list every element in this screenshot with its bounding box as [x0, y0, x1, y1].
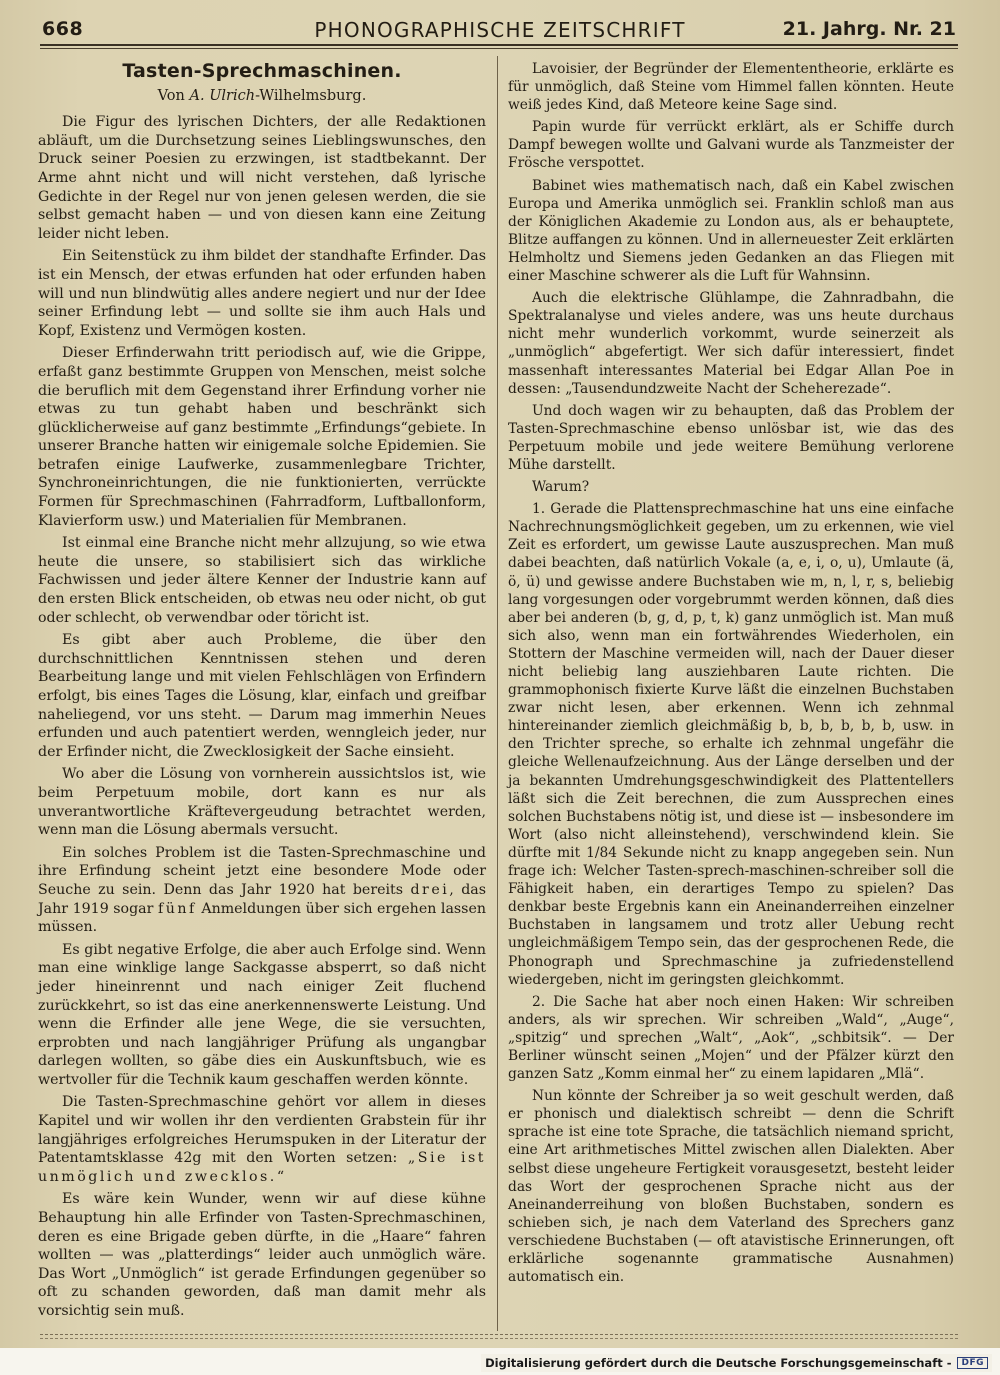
- emphasis-fuenf: fünf: [157, 900, 197, 917]
- author-place: -Wilhelmsburg.: [255, 87, 367, 104]
- byline-prefix: Von: [157, 87, 185, 104]
- issue-number: 21. Jahrg. Nr. 21: [782, 18, 956, 40]
- paragraph: Papin wurde für verrückt erklärt, als er Schiffe durch Dampf bewegen wollte und Galvani wurde als Tanzmeister der Frösche verspottet.: [508, 119, 954, 172]
- paragraph: Wo aber die Lösung von vornherein aussichtslos ist, wie beim Perpetuum mobile, dort kann es nur als unverantwortliche Kräftevergeudung betrachtet werden, wenn man die Lösung abermals versucht.: [38, 766, 486, 839]
- author-name: Ulrich: [209, 87, 256, 104]
- article-title: Tasten-Sprechmaschinen.: [122, 60, 402, 82]
- paragraph: Und doch wagen wir zu behaupten, daß das Problem der Tasten-Sprechmaschine ebenso unlösbar ist, wie das des Perpetuum mobile und jede weitere Bemühung verlorene Mühe darstellt.: [508, 402, 954, 473]
- paragraph: Die Figur des lyrischen Dichters, der alle Redaktionen abläuft, um die Durchsetzung seines Lieblingswunsches, den Druck seiner Poesien zu erzwingen, ist stadtbekannt. Der Arme ahnt nicht und will nicht verstehen, daß lyrische Gedichte in der Regel nur von jenen gelesen werden, die sie selbst gemacht haben — und von diesen kann eine Zeitung leider nicht leben.: [38, 114, 486, 242]
- footer-rule-thin: [40, 1338, 958, 1339]
- paragraph: 2. Die Sache hat aber noch einen Haken: Wir schreiben anders, als wir sprechen. Wir schreiben „Wald“, „Auge“, „spitzig“ und sprechen „Walt“, „Aok“, „schbitsik“. — Der Berliner wünscht seinen „Mojen“ und der Pfälzer kürzt den ganzen Satz „Komm einmal her“ zu einem lapidaren „Mlä“.: [508, 993, 954, 1083]
- left-column: [38, 60, 486, 1325]
- emphasis-drei: drei: [410, 881, 450, 898]
- dfg-logo: DFG: [957, 1357, 988, 1369]
- text-run: Die Tasten-Sprechmaschine gehört vor allem in dieses Kapitel und wir wollen ihr den verdienten Grabstein für ihr langjähriges erfolgreiches Herumspuken in der Literatur der Patentamtsklasse 42g mit den Worten setzen:: [38, 1094, 486, 1167]
- paragraph: Es gibt aber auch Probleme, die über den durchschnittlichen Kenntnissen stehen und deren Bearbeitung lange und mit vielen Fehlschlägen von Erfindern erfolgt, bis eines Tages die Lösung, klar, einfach und greifbar naheliegend, vor uns steht. — Darum mag immerhin Neues erfunden und auch patentiert werden, wenngleich jeder, nur der Erfinder nicht, die Zwecklosigkeit der Sache einsieht.: [38, 632, 486, 760]
- header-rule: [40, 44, 958, 46]
- paragraph: Babinet wies mathematisch nach, daß ein Kabel zwischen Europa und Amerika unmöglich sei. Franklin schloß man aus der Königlichen Akademie zu London aus, als er behauptete, Blitze auffangen zu können. Und in allerneuester Zeit erklärten Helmholtz und Siemens jeden Gedanken an das Fliegen mit einer Maschine schwerer als die Luft für Wahnsinn.: [508, 177, 954, 285]
- journal-title: PHONOGRAPHISCHE ZEITSCHRIFT: [314, 18, 686, 42]
- article-byline: [38, 87, 486, 106]
- author-initial: A.: [189, 87, 205, 104]
- paragraph: Nun könnte der Schreiber ja so weit geschult werden, daß er phonisch und dialektisch schreibt — denn die Schrift sprache ist eine tote Sprache, die tatsächlich niemand spricht, eine Art arithmetisches Mittel zwischen allen Dialekten. Aber selbst diese ungeheure Fertigkeit vorausgesetzt, besteht leider das Wort der gesprochenen Sprache nicht aus der Aneinanderreihung von bloßen Buchstaben, sondern es schieben sich, je nach dem Vaterland des Sprechers ganz verschiedene Buchstaben (— oft atavistische Erinnerungen, oft erklärliche sogenannte grammatische Ausnahmen) automatisch ein.: [508, 1088, 954, 1286]
- text-run: Anmeldungen über sich ergehen lassen müssen.: [38, 900, 486, 936]
- emphasis-quote: „Sie ist unmöglich und zwecklos.“: [38, 1150, 486, 1185]
- paragraph: Warum?: [532, 479, 590, 496]
- column-divider: [497, 56, 498, 1331]
- digitization-credit: [481, 1354, 992, 1372]
- paragraph: Ein Seitenstück zu ihm bildet der standhafte Erfinder. Das ist ein Mensch, der etwas erfunden hat oder erfunden haben will und nun blindwütig alles andere negiert und nur der Idee seiner Erfindung lebt — und sollte sie ihm auch Hals und Kopf, Existenz und Vermögen kosten.: [38, 248, 486, 339]
- paragraph: 1. Gerade die Plattensprechmaschine hat uns eine einfache Nachrechnungsmöglichkeit gegeben, um zu erkennen, wie viel Zeit es erfordert, um gewisse Laute auszusprechen. Man muß dabei beachten, daß natürlich Vokale (a, e, i, o, u), Umlaute (ä, ö, ü) und gewisse andere Buchstaben wie m, n, l, r, s, beliebig lang vorgesungen oder vorgebrummt werden können, daß dies aber bei anderen (b, g, d, p, t, k) ganz unmöglich ist. Man muß sich also, wenn man ein fortwährendes Wiederholen, ein Stottern der Maschine vermeiden will, nach der Dauer dieser nicht beliebig lang ausziehbaren Laute richten. Die grammophonisch fixierte Kurve läßt die einzelnen Buchstaben zwar nicht lesen, aber erkennen. Wenn ich zehnmal hintereinander ziemlich gleichmäßig b, b, b, b, b, b, usw. in den Trichter spreche, so erhalte ich zehnmal ungefähr die gleiche Wellenaufzeichnung. Aus der Länge derselben und der ja bekannten Umdrehungsgeschwindigkeit des Plattentellers läßt sich die Zeit berechnen, die zum Aussprechen eines solchen Buchstabens nötig ist, und diese ist — insbesondere im Wort (also nicht alleinstehend), verschwindend klein. Sie dürfte mit 1/84 Sekunde nicht zu knapp angegeben sein. Nun frage ich: Welcher Tasten-sprech-maschinen-schreiber soll die Fähigkeit haben, ein derartiges Tempo zu spielen? Das denkbar beste Ergebnis kann ein Aneinanderreihen einzelner Buchstaben in langsamem und trotz aller Uebung recht ungleichmäßigem Tempo sein, das der gesprochenen Rede, die Phonograph und Sprechmaschine ja zufriedenstellend wiedergeben, nicht im geringsten gleichkommt.: [508, 501, 954, 988]
- text-run: , das Jahr 1919 sogar: [38, 881, 487, 917]
- header-rule-thin: [40, 48, 958, 49]
- paragraph: [38, 1093, 486, 1186]
- paragraph: Es gibt negative Erfolge, die aber auch Erfolge sind. Wenn man eine winklige lange Sackgasse absperrt, so daß nicht jeder hineinrennt und nach einiger Zeit fluchend zurückkehrt, so ist das eine anerkennenswerte Leistung. Und wenn die Erfinder alle jene Wege, die sie versuchten, erprobten und nach langjähriger Prüfung als ungangbar darlegen wollten, so gäbe dies ein Auskunftsbuch, wie es wertvoller für die Technik kaum geschaffen werden könnte.: [38, 941, 486, 1088]
- paragraph: Dieser Erfinderwahn tritt periodisch auf, wie die Grippe, erfaßt ganz bestimmte Gruppen von Menschen, meist solche die beruflich mit dem Gegenstand ihrer Erfindung vorher nie etwas zu tun gehabt haben und beschränkt sich glücklicherweise auf ganz bestimmte „Erfindungs“gebiete. In unserer Branche hatten wir einigemale solche Epidemien. Sie betrafen einige Laufwerke, zusammenlegbare Trichter, Synchroneinrichtungen, die nie funktionierten, verrückte Formen für Sprechmaschinen (Fahrradform, Luftballonform, Klavierform usw.) und Materialien für Membranen.: [38, 345, 486, 529]
- paragraph: Es wäre kein Wunder, wenn wir auf diese kühne Behauptung hin alle Erfinder von Tasten-Sprechmaschinen, deren es eine Brigade geben dürfte, in die „Haare“ fahren wollten — was „platterdings“ leider auch unmöglich wäre. Das Wort „Unmöglich“ ist gerade Erfindungen gegenüber so oft zu schanden geworden, daß man damit mehr als vorsichtig sein muß.: [38, 1191, 486, 1319]
- running-header: [40, 14, 960, 44]
- page-number: 668: [42, 18, 84, 40]
- paragraph: [38, 844, 486, 937]
- paragraph: Auch die elektrische Glühlampe, die Zahnradbahn, die Spektralanalyse und vieles andere, was uns heute durchaus nicht mehr wunderlich vorkommt, wurde seinerzeit als „unmöglich“ abgefertigt. Wer sich dafür interessiert, findet massenhaft interessantes Material bei Edgar Allan Poe in dessen: „Tausendundzweite Nacht der Scheherezade“.: [508, 290, 954, 397]
- footer-rule: [40, 1334, 958, 1335]
- text-run: Ein solches Problem ist die Tasten-Sprechmaschine und ihre Erfindung scheint jetzt eine besondere Mode oder Seuche zu sein. Denn das Jahr 1920 hat bereits: [38, 844, 486, 898]
- right-column: [508, 60, 954, 1290]
- paragraph: Lavoisier, der Begründer der Elemententheorie, erklärte es für unmöglich, daß Steine vom Himmel fallen könnten. Heute weiß jedes Kind, daß Meteore keine Sage sind.: [508, 61, 954, 114]
- paragraph: Ist einmal eine Branche nicht mehr allzujung, so wie etwa heute die unsere, so stabilisiert sich das wirkliche Fachwissen und jeder ältere Kenner der Industrie kann auf den ersten Blick entscheiden, ob etwas neu oder nicht, ob gut oder schlecht, ob verwendbar oder töricht ist.: [38, 535, 486, 626]
- credit-text: Digitalisierung gefördert durch die Deutsche Forschungsgemeinschaft -: [485, 1356, 952, 1370]
